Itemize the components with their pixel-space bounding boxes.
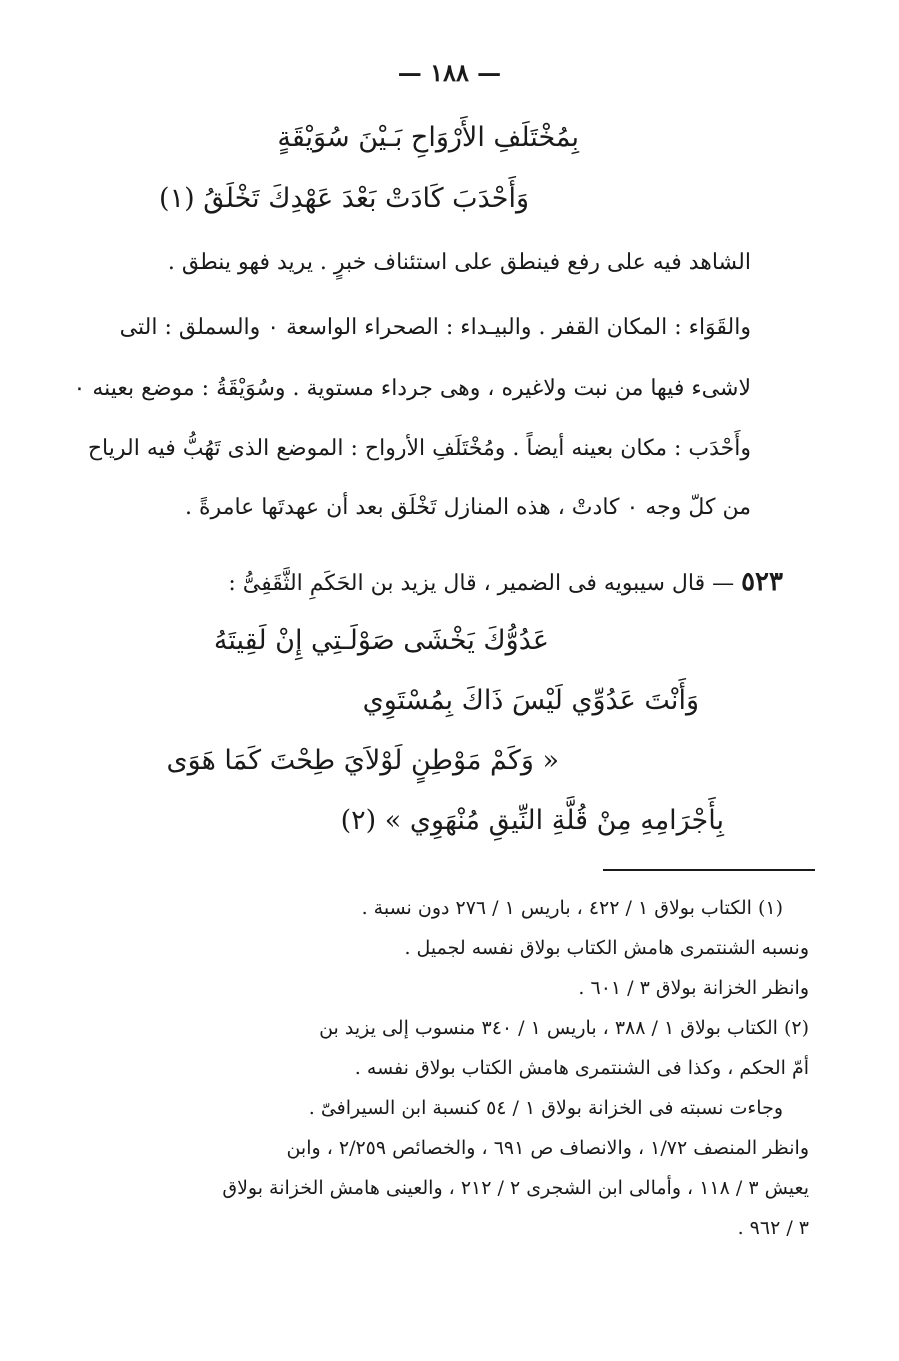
verse-line: وَأَنْتَ عَدُوِّي لَيْسَ ذَاكَ بِمُسْتَوِي	[362, 685, 699, 716]
footnote-line: يعيش ٣ / ١١٨ ، وأمالى ابن الشجرى ٢ / ٢١٢ ، والعينى هامش الخزانة بولاق	[222, 1177, 809, 1199]
verse-line: « وَكَمْ مَوْطِنٍ لَوْلاَيَ طِحْتَ كَمَا هَوَى	[166, 745, 559, 776]
footnote-separator	[603, 869, 815, 871]
section-heading	[228, 567, 783, 597]
section-number: ٥٢٣	[741, 567, 783, 597]
footnote-line: (٢) الكتاب بولاق ١ / ٣٨٨ ، باريس ١ / ٣٤٠ منسوب إلى يزيد بن	[319, 1017, 809, 1039]
footnote-line: ونسبه الشنتمرى هامش الكتاب بولاق نفسه لجميل .	[404, 937, 809, 959]
verse-line: عَدُوُّكَ يَخْشَى صَوْلَـتِي إِنْ لَقِيتَهُ	[213, 625, 549, 656]
footnote-line: وانظر المنصف ١/٧٢ ، والانصاف ص ٦٩١ ، والخصائص ٢/٢٥٩ ، وابن	[286, 1137, 809, 1159]
verse-line: وَأَحْدَبَ كَادَتْ بَعْدَ عَهْدِكَ تَخْلَقُ (١)	[159, 183, 529, 214]
footnote-line: وجاءت نسبته فى الخزانة بولاق ١ / ٥٤ كنسبة ابن السيرافىّ .	[308, 1097, 783, 1119]
commentary-line: من كلّ وجه ٠ كادتْ ، هذه المنازل تَخْلَق بعد أن عهدتَها عامرةً .	[185, 495, 751, 520]
verse-line: بِأَجْرَامِهِ مِنْ قُلَّةِ النِّيقِ مُنْهَوِي » (٢)	[340, 805, 724, 836]
commentary-line: والقَوَاء : المكان القفر . والبيـداء : الصحراء الواسعة ٠ والسملق : التى	[119, 315, 751, 340]
commentary-line: وأَحْدَب : مكان بعينه أيضاً . ومُخْتَلَفِ الأرواح : الموضع الذى تَهُبُّ فيه الرياح	[87, 436, 751, 461]
commentary-line: الشاهد فيه على رفع فينطق على استئناف خبرٍ . يريد فهو ينطق .	[167, 250, 751, 275]
footnote-line: وانظر الخزانة بولاق ٣ / ٦٠١ .	[578, 977, 809, 999]
footnote-line: ٣ / ٩٦٢ .	[737, 1217, 809, 1239]
commentary-line: لاشىء فيها من نبت ولاغيره ، وهى جرداء مستوية . وسُوَيْقَةُ : موضع بعينه ٠	[73, 376, 751, 401]
footnote-line: أمّ الحكم ، وكذا فى الشنتمرى هامش الكتاب بولاق نفسه .	[354, 1057, 809, 1079]
footnote-line: (١) الكتاب بولاق ١ / ٤٢٢ ، باريس ١ / ٢٧٦ دون نسبة .	[361, 897, 783, 919]
verse-line: بِمُخْتَلَفِ الأَرْوَاحِ بَـيْنَ سُوَيْقَةٍ	[277, 122, 579, 153]
page-number: — ١٨٨ —	[397, 58, 502, 87]
section-text: — قال سيبويه فى الضمير ، قال يزيد بن الحَكَمِ الثَّقَفِىُّ :	[228, 571, 735, 596]
